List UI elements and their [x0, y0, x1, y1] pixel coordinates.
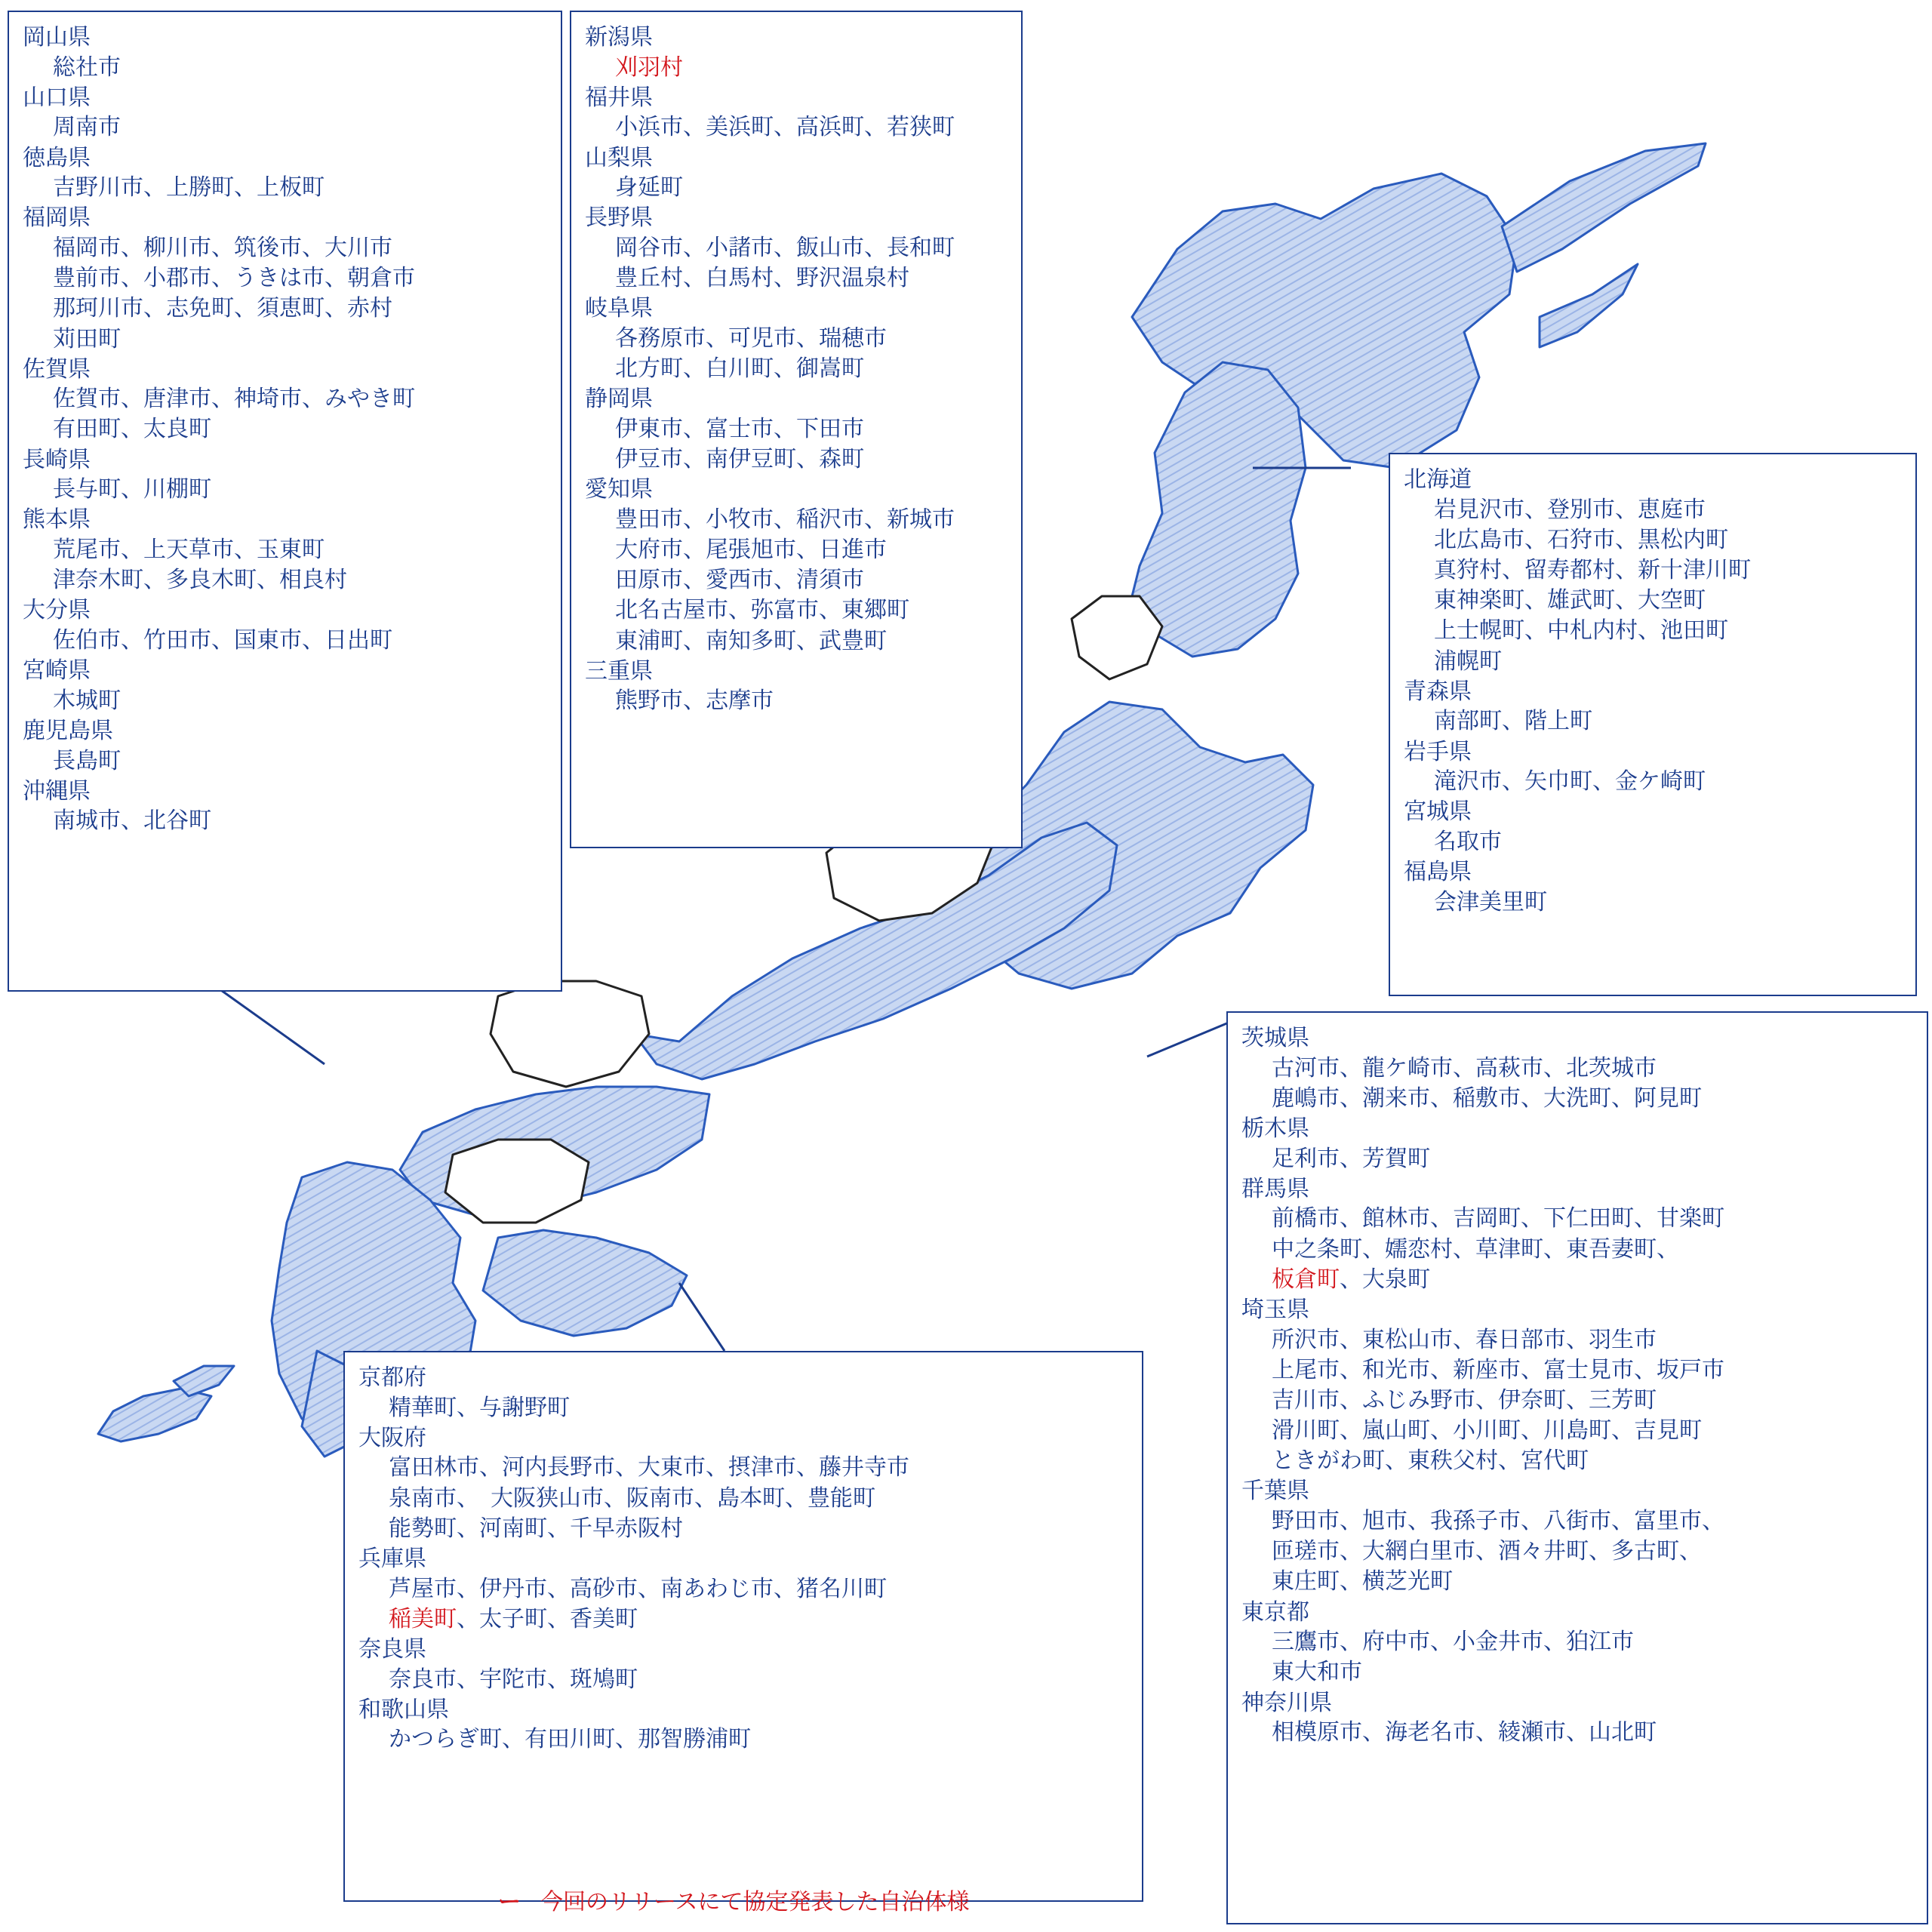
municipality-text: 荒尾市、上天草市、玉東町 [53, 537, 325, 563]
municipality-line [358, 1724, 1128, 1755]
municipality-text: 身延町 [615, 175, 683, 201]
highlighted-municipality: 板倉町 [1272, 1266, 1340, 1292]
municipality-line [1404, 586, 1902, 616]
municipality-text: 東神楽町、雄武町、大空町 [1434, 588, 1706, 614]
municipality-line [1241, 1265, 1913, 1295]
municipality-line [585, 535, 1008, 565]
prefecture-label: 東京都 [1241, 1599, 1309, 1625]
prefecture-label: 茨城県 [1241, 1026, 1309, 1051]
municipality-line [1404, 767, 1902, 797]
municipality-text: 富田林市、河内長野市、大東市、摂津市、藤井寺市 [389, 1455, 909, 1481]
municipality-text: 各務原市、可児市、瑞穂市 [615, 325, 887, 351]
municipality-text: 南部町、階上町 [1434, 709, 1592, 734]
municipality-line [585, 53, 1008, 83]
municipality-text: 奈良市、宇陀市、斑鳩町 [389, 1666, 638, 1692]
prefecture-label: 岩手県 [1404, 739, 1472, 764]
municipality-line [358, 1393, 1128, 1423]
municipality-text: 古河市、龍ケ崎市、高萩市、北茨城市 [1272, 1055, 1657, 1081]
prefecture-label: 長崎県 [23, 447, 91, 472]
prefecture-label: 長野県 [585, 205, 653, 231]
municipality-line [358, 1574, 1128, 1604]
municipality-text: 那珂川市、志免町、須恵町、赤村 [53, 296, 392, 321]
municipality-text: 所沢市、東松山市、春日部市、羽生市 [1272, 1327, 1657, 1352]
municipality-text: 三鷹市、府中市、小金井市、狛江市 [1272, 1629, 1634, 1655]
municipality-text: 北方町、白川町、御嵩町 [615, 356, 864, 382]
prefecture-label: 群馬県 [1241, 1176, 1309, 1201]
prefecture-label: 鹿児島県 [23, 718, 113, 743]
prefecture-label: 千葉県 [1241, 1478, 1309, 1504]
municipality-line [358, 1665, 1128, 1695]
municipality-line [1241, 1627, 1913, 1657]
municipality-text: 相模原市、海老名市、綾瀬市、山北町 [1272, 1720, 1657, 1746]
prefecture-label: 青森県 [1404, 678, 1472, 704]
prefecture-label: 埼玉県 [1241, 1297, 1309, 1322]
municipality-text: 大府市、尾張旭市、日進市 [615, 537, 887, 563]
municipality-text: 滑川町、嵐山町、小川町、川島町、吉見町 [1272, 1418, 1702, 1444]
municipality-text: 会津美里町 [1434, 889, 1547, 915]
municipality-text: 豊丘村、白馬村、野沢温泉村 [615, 266, 909, 291]
municipality-line [1404, 525, 1902, 555]
municipality-text: 真狩村、留寿都村、新十津川町 [1434, 557, 1751, 583]
municipality-line [23, 384, 547, 414]
prefecture-label: 福島県 [1404, 860, 1472, 885]
municipality-line [1404, 888, 1902, 918]
municipality-text: 前橋市、館林市、吉岡町、下仁田町、甘楽町 [1272, 1206, 1724, 1232]
prefecture-label: 山梨県 [585, 145, 653, 171]
municipality-line [1404, 495, 1902, 525]
municipality-line [1241, 1084, 1913, 1114]
box-central-japan [570, 11, 1023, 848]
municipality-line [585, 626, 1008, 657]
municipality-line [1241, 1537, 1913, 1567]
municipality-line [23, 294, 547, 324]
municipality-text: 東庄町、横芝光町 [1272, 1569, 1453, 1595]
municipality-line [358, 1484, 1128, 1514]
municipality-text: 匝瑳市、大網白里市、酒々井町、多古町、 [1272, 1539, 1702, 1564]
municipality-line [1241, 1506, 1913, 1537]
municipality-text: 鹿嶋市、潮来市、稲敷市、大洗町、阿見町 [1272, 1085, 1702, 1111]
municipality-text: 、大泉町 [1340, 1266, 1430, 1292]
municipality-line [585, 324, 1008, 354]
municipality-line [23, 746, 547, 777]
legend-marker: ー [498, 1890, 521, 1915]
municipality-text: かつらぎ町、有田川町、那智勝浦町 [389, 1727, 751, 1752]
municipality-line [585, 565, 1008, 595]
prefecture-label: 三重県 [585, 658, 653, 684]
municipality-line [358, 1514, 1128, 1544]
municipality-text: 上尾市、和光市、新座市、富士見市、坂戸市 [1272, 1357, 1724, 1383]
box-north-japan [1389, 453, 1917, 996]
prefecture-label: 京都府 [358, 1365, 426, 1390]
prefecture-label: 徳島県 [23, 145, 91, 171]
municipality-line [1241, 1054, 1913, 1084]
municipality-line [23, 686, 547, 716]
municipality-line [23, 414, 547, 445]
highlighted-municipality: 稲美町 [389, 1606, 457, 1632]
municipality-line [585, 354, 1008, 384]
municipality-text: 苅田町 [53, 326, 121, 352]
municipality-line [1241, 1446, 1913, 1476]
municipality-line [23, 325, 547, 355]
municipality-line [358, 1604, 1128, 1635]
municipality-line [1404, 555, 1902, 586]
box-kanto [1226, 1011, 1928, 1924]
municipality-text: 泉南市、 大阪狭山市、阪南市、島本町、豊能町 [389, 1485, 875, 1511]
prefecture-label: 新潟県 [585, 25, 653, 50]
municipality-text: 伊東市、富士市、下田市 [615, 416, 864, 441]
prefecture-label: 栃木県 [1241, 1115, 1309, 1141]
municipality-text: 野田市、旭市、我孫子市、八街市、富里市、 [1272, 1509, 1724, 1534]
municipality-line [1241, 1355, 1913, 1386]
municipality-text: 佐賀市、唐津市、神埼市、みやき町 [53, 386, 415, 412]
municipality-line [585, 233, 1008, 263]
prefecture-label: 神奈川県 [1241, 1690, 1332, 1715]
municipality-text: 岡谷市、小諸市、飯山市、長和町 [615, 235, 955, 260]
prefecture-label: 大分県 [23, 598, 91, 623]
municipality-line [23, 806, 547, 836]
municipality-line [585, 505, 1008, 535]
prefecture-label: 福岡県 [23, 205, 91, 231]
municipality-text: 東大和市 [1272, 1660, 1362, 1685]
municipality-line [23, 475, 547, 505]
municipality-text: 木城町 [53, 688, 121, 713]
municipality-text: 足利市、芳賀町 [1272, 1146, 1430, 1171]
municipality-text: 北広島市、石狩市、黒松内町 [1434, 527, 1728, 552]
prefecture-label: 和歌山県 [358, 1697, 449, 1722]
municipality-text: 佐伯市、竹田市、国東市、日出町 [53, 628, 392, 653]
municipality-line [23, 626, 547, 656]
prefecture-label: 福井県 [585, 85, 653, 110]
municipality-text: 上士幌町、中札内村、池田町 [1434, 618, 1728, 644]
municipality-text: 吉野川市、上勝町、上板町 [53, 175, 325, 201]
municipality-line [585, 112, 1008, 143]
municipality-text: 能勢町、河南町、千早赤阪村 [389, 1515, 683, 1541]
municipality-line [585, 263, 1008, 294]
municipality-text: 長島町 [53, 748, 121, 774]
municipality-line [1241, 1235, 1913, 1265]
box-west-japan [8, 11, 562, 992]
prefecture-label: 兵庫県 [358, 1546, 426, 1571]
municipality-line [585, 686, 1008, 716]
prefecture-label: 沖縄県 [23, 778, 91, 804]
municipality-text: 芦屋市、伊丹市、高砂市、南あわじ市、猪名川町 [389, 1576, 887, 1601]
municipality-text: 滝沢市、矢巾町、金ケ崎町 [1434, 769, 1706, 795]
municipality-text: 熊野市、志摩市 [615, 688, 774, 714]
prefecture-label: 静岡県 [585, 386, 653, 412]
municipality-text: ときがわ町、東秩父村、宮代町 [1272, 1448, 1589, 1474]
prefecture-label: 岡山県 [23, 25, 91, 50]
municipality-line [1404, 616, 1902, 646]
prefecture-label: 佐賀県 [23, 356, 91, 382]
municipality-line [585, 595, 1008, 626]
municipality-text: 小浜市、美浜町、高浜町、若狭町 [615, 115, 955, 140]
municipality-text: 東浦町、南知多町、武豊町 [615, 628, 887, 654]
municipality-text: 、太子町、香美町 [457, 1606, 638, 1632]
municipality-line [1241, 1204, 1913, 1234]
municipality-text: 津奈木町、多良木町、相良村 [53, 568, 347, 593]
municipality-text: 吉川市、ふじみ野市、伊奈町、三芳町 [1272, 1387, 1657, 1413]
municipality-line [23, 535, 547, 565]
municipality-text: 豊前市、小郡市、うきは市、朝倉市 [53, 266, 415, 291]
municipality-text: 南城市、北谷町 [53, 808, 211, 834]
municipality-text: 北名古屋市、弥富市、東郷町 [615, 598, 909, 623]
municipality-text: 浦幌町 [1434, 648, 1502, 674]
municipality-text: 長与町、川棚町 [53, 477, 211, 503]
municipality-line [1241, 1416, 1913, 1446]
municipality-text: 岩見沢市、登別市、恵庭市 [1434, 497, 1706, 522]
municipality-text: 有田町、太良町 [53, 417, 211, 442]
prefecture-label: 大阪府 [358, 1425, 426, 1451]
municipality-line [1241, 1144, 1913, 1174]
municipality-line [1404, 706, 1902, 737]
prefecture-label: 宮城県 [1404, 799, 1472, 825]
municipality-line [23, 173, 547, 203]
legend [498, 1883, 970, 1916]
municipality-text: 中之条町、嬬恋村、草津町、東吾妻町、 [1272, 1236, 1679, 1262]
municipality-line [23, 53, 547, 83]
municipality-line [585, 445, 1008, 475]
municipality-line [1241, 1657, 1913, 1687]
municipality-text: 精華町、与謝野町 [389, 1395, 570, 1420]
municipality-line [23, 263, 547, 294]
municipality-line [1404, 647, 1902, 677]
municipality-line [358, 1453, 1128, 1483]
prefecture-label: 奈良県 [358, 1636, 426, 1662]
highlighted-municipality: 刈羽村 [615, 54, 683, 80]
municipality-text: 福岡市、柳川市、筑後市、大川市 [53, 235, 392, 260]
box-kansai [343, 1351, 1143, 1902]
municipality-text: 伊豆市、南伊豆町、森町 [615, 447, 864, 472]
municipality-line [1241, 1386, 1913, 1416]
municipality-line [1241, 1718, 1913, 1748]
municipality-text: 豊田市、小牧市、稲沢市、新城市 [615, 506, 955, 532]
prefecture-label: 熊本県 [23, 507, 91, 533]
municipality-line [1241, 1325, 1913, 1355]
municipality-line [585, 173, 1008, 203]
prefecture-label: 愛知県 [585, 477, 653, 503]
municipality-text: 総社市 [53, 54, 121, 80]
prefecture-label: 宮崎県 [23, 658, 91, 684]
municipality-text: 周南市 [53, 115, 121, 140]
municipality-line [23, 112, 547, 143]
municipality-text: 名取市 [1434, 829, 1502, 854]
prefecture-label: 岐阜県 [585, 296, 653, 321]
municipality-text: 田原市、愛西市、清須市 [615, 568, 864, 593]
prefecture-label: 北海道 [1404, 467, 1472, 492]
municipality-line [585, 414, 1008, 445]
prefecture-label: 山口県 [23, 85, 91, 110]
municipality-line [23, 233, 547, 263]
legend-text: 今回のリリースにて協定発表した自治体様 [540, 1890, 970, 1915]
municipality-line [1404, 827, 1902, 857]
municipality-line [23, 565, 547, 595]
municipality-line [1241, 1567, 1913, 1597]
